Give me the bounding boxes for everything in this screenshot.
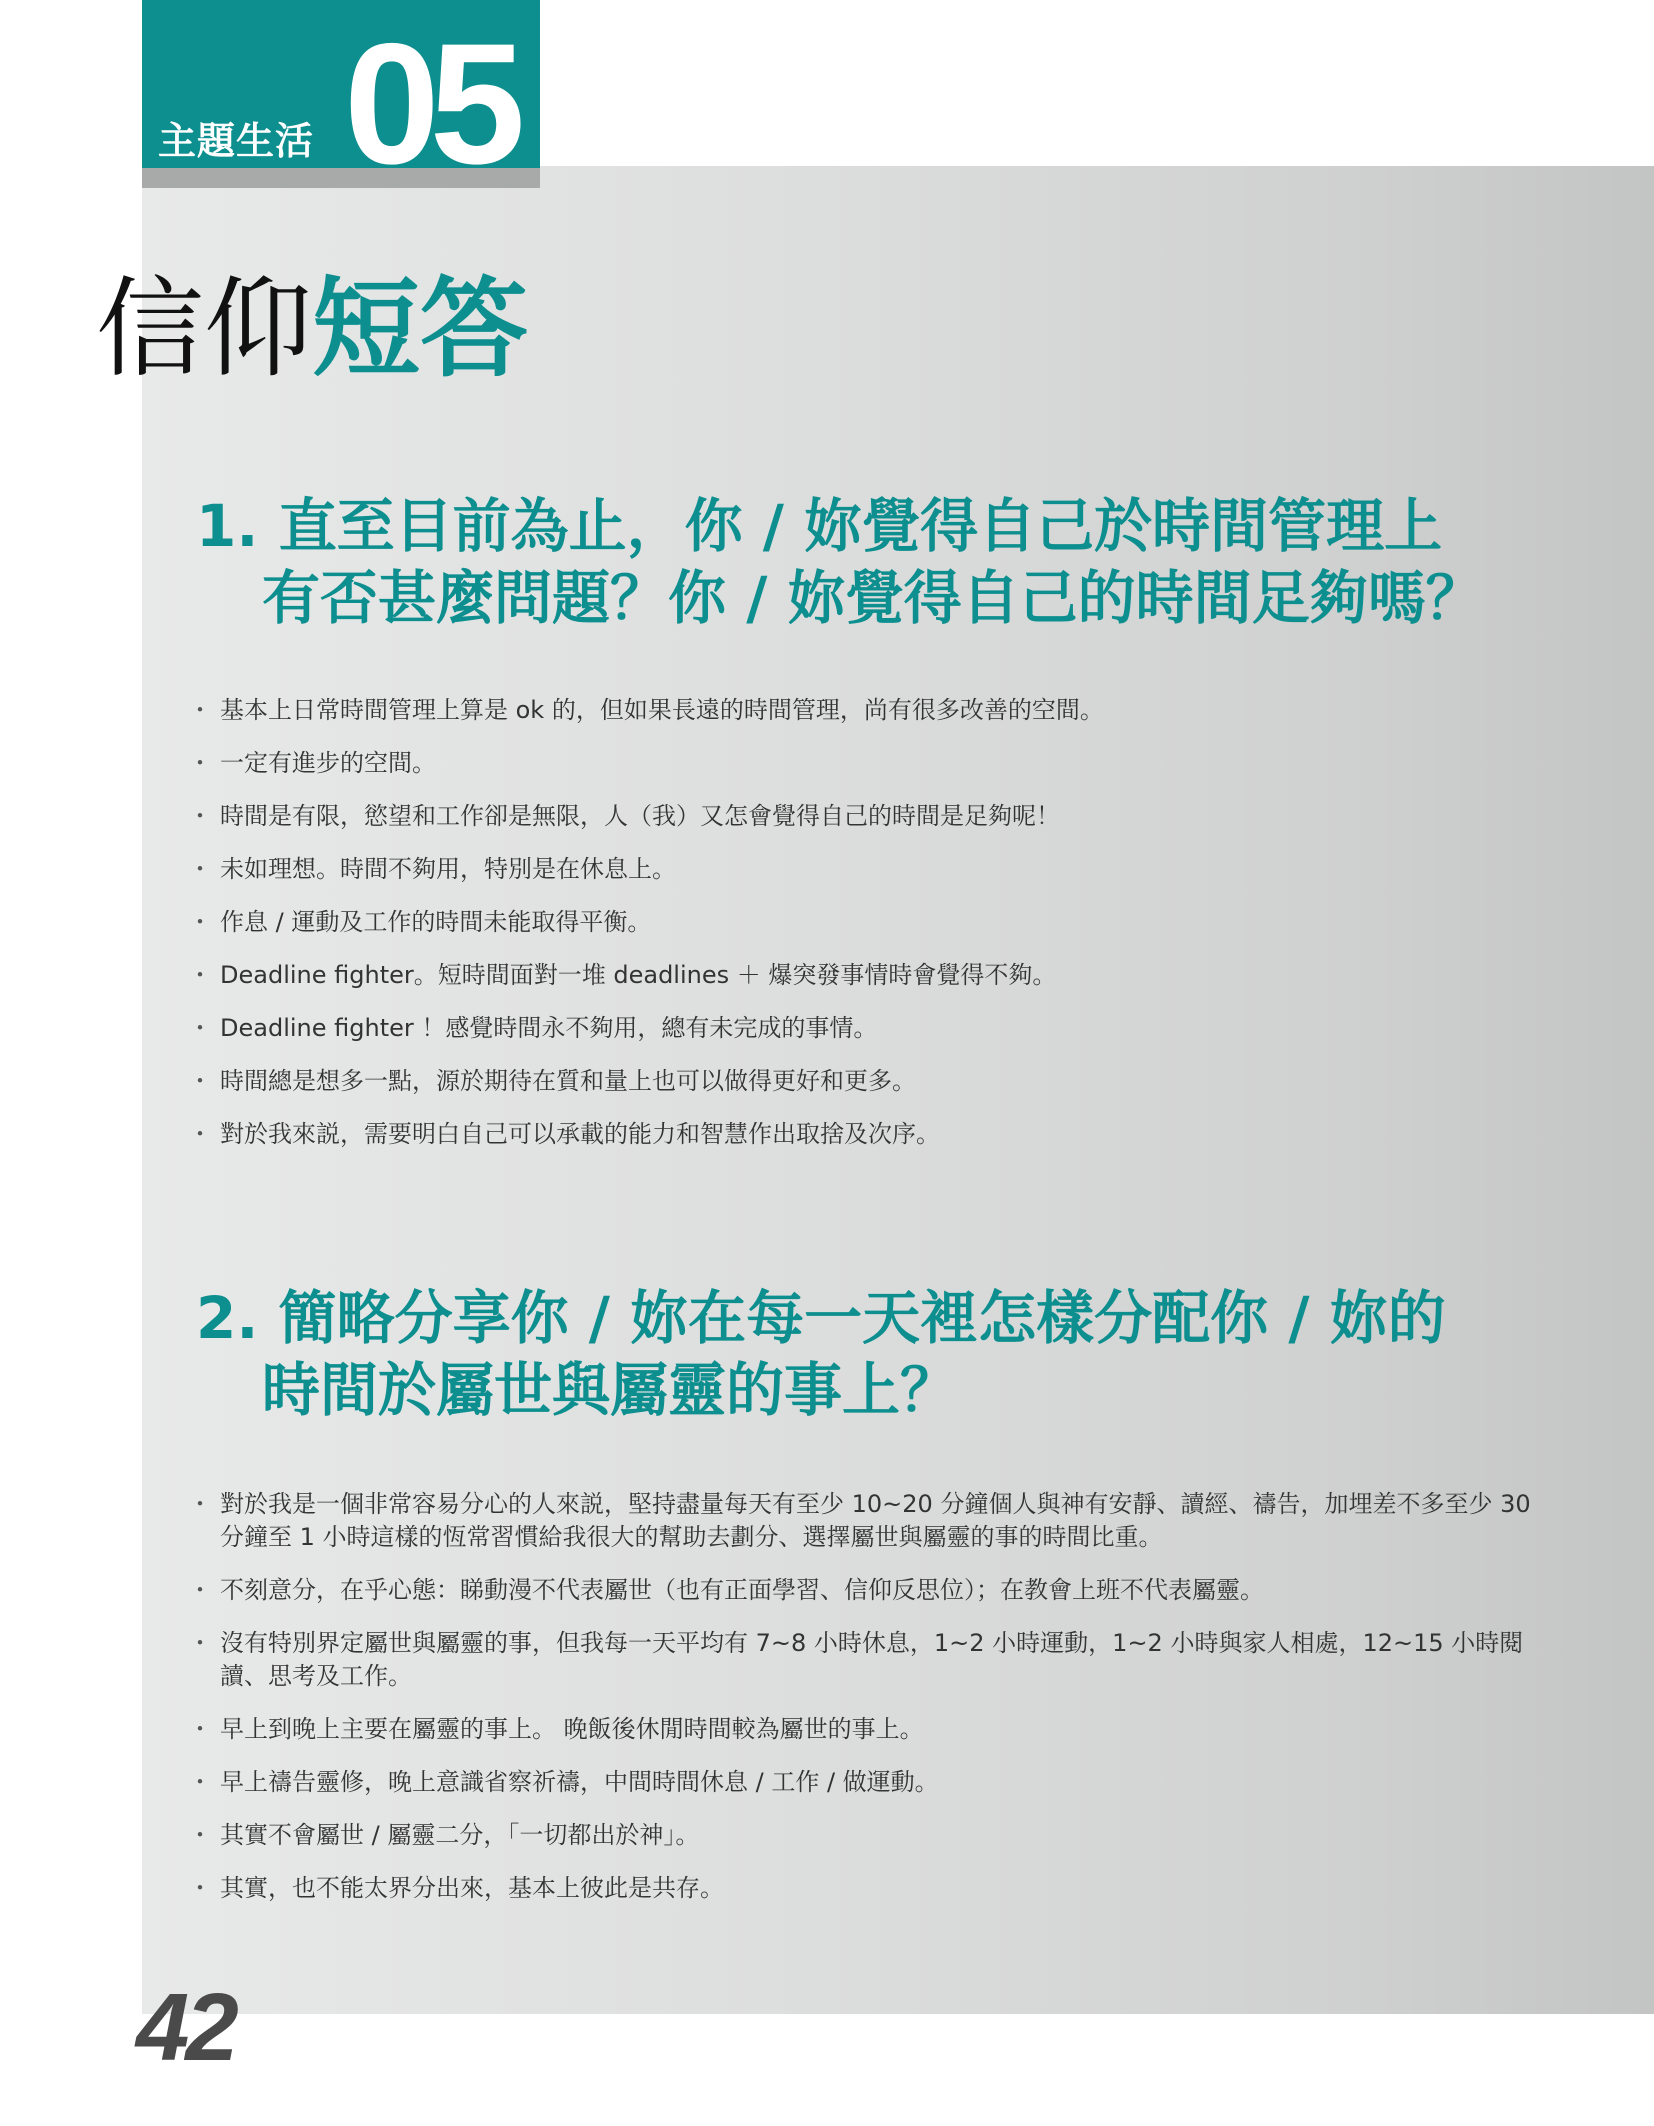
question-1-line2: 有否甚麼問題？你 / 妳覺得自己的時間足夠嗎？: [262, 564, 1484, 632]
list-item: ・ 其實，也不能太界分出來，基本上彼此是共存。: [188, 1872, 1548, 1905]
list-item: ・ 不刻意分，在乎心態：睇動漫不代表屬世（也有正面學習、信仰反思位）；在教會上班不代表屬靈。: [188, 1574, 1548, 1607]
page-number: 42: [136, 1974, 235, 2081]
section-number: 05: [344, 8, 516, 200]
list-item: ・ 一定有進步的空間。: [188, 747, 1548, 780]
list-item: ・ 其實不會屬世 / 屬靈二分，「一切都出於神」。: [188, 1819, 1548, 1852]
list-item: ・ 作息 / 運動及工作的時間未能取得平衡。: [188, 906, 1548, 939]
section-label: 主題生活: [158, 119, 315, 163]
list-item: ・ 沒有特別界定屬世與屬靈的事，但我每一天平均有 7~8 小時休息，1~2 小時運動，1~2 小時與家人相處，12~15 小時閱讀、思考及工作。: [188, 1627, 1548, 1693]
question-1-answers: [188, 694, 1548, 1171]
list-item: ・ Deadline fighter。短時間面對一堆 deadlines ＋ 爆突發事情時會覺得不夠。: [188, 959, 1548, 992]
question-1-heading: [196, 490, 1596, 634]
list-item: ・ 早上禱告靈修，晚上意識省察祈禱，中間時間休息 / 工作 / 做運動。: [188, 1766, 1548, 1799]
list-item: ・ 時間是有限，慾望和工作卻是無限，人（我）又怎會覺得自己的時間是足夠呢！: [188, 800, 1548, 833]
page-title-part1: 信仰: [96, 267, 313, 392]
list-item: ・ 時間總是想多一點，源於期待在質和量上也可以做得更好和更多。: [188, 1065, 1548, 1098]
list-item: ・ 基本上日常時間管理上算是 ok 的，但如果長遠的時間管理，尚有很多改善的空間。: [188, 694, 1548, 727]
question-2-line1: 2. 簡略分享你 / 妳在每一天裡怎樣分配你 / 妳的: [196, 1284, 1446, 1352]
list-item: ・ 對於我是一個非常容易分心的人來説，堅持盡量每天有至少 10~20 分鐘個人與神有安靜、讀經、禱告，加埋差不多至少 30 分鐘至 1 小時這樣的恆常習慣給我很大的幫助去劃分、選擇屬世與屬靈的事的時間比重。: [188, 1488, 1548, 1554]
question-2-line2: 時間於屬世與屬靈的事上？: [262, 1356, 959, 1424]
list-item: ・ 未如理想。時間不夠用，特別是在休息上。: [188, 853, 1548, 886]
list-item: ・ 早上到晚上主要在屬靈的事上。 晚飯後休閒時間較為屬世的事上。: [188, 1713, 1548, 1746]
question-1-line1: 1. 直至目前為止，你 / 妳覺得自己於時間管理上: [196, 492, 1443, 560]
page-title: [96, 267, 529, 392]
question-2-heading: [196, 1282, 1596, 1426]
list-item: ・ Deadline fighter ！感覺時間永不夠用，總有未完成的事情。: [188, 1012, 1548, 1045]
question-2-answers: [188, 1488, 1548, 1925]
page-title-part2: 短答: [312, 267, 529, 392]
list-item: ・ 對於我來説，需要明白自己可以承載的能力和智慧作出取捨及次序。: [188, 1118, 1548, 1151]
